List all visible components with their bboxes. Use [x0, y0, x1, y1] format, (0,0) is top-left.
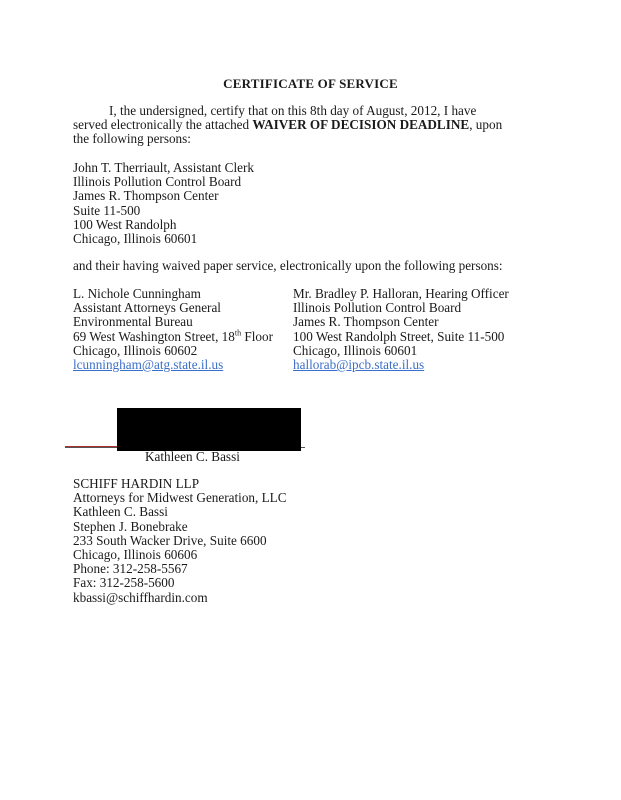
signature-stroke: [65, 446, 125, 447]
intro-text-end: , upon the following persons:: [73, 117, 503, 146]
firm-line: Stephen J. Bonebrake: [73, 518, 188, 534]
recipient-email-link[interactable]: hallorab@ipcb.state.il.us: [293, 357, 425, 373]
address-line: Illinois Pollution Control Board: [73, 174, 242, 190]
address-line: John T. Therriault, Assistant Clerk: [73, 160, 254, 175]
ordinal-suffix: th: [234, 328, 242, 338]
street-text: 69 West Washington Street, 18: [73, 328, 235, 344]
waived-service-paragraph: and their having waived paper service, electronically upon the following persons:: [73, 258, 503, 273]
document-name: WAIVER OF DECISION DEADLINE: [252, 117, 470, 132]
document-title: CERTIFICATE OF SERVICE: [223, 76, 398, 91]
recipient-name: Mr. Bradley P. Halloran, Hearing Officer: [293, 286, 509, 301]
firm-line: 233 South Wacker Drive, Suite 6600: [73, 532, 267, 548]
firm-line: Phone: 312-258-5567: [73, 561, 188, 577]
firm-line: Attorneys for Midwest Generation, LLC: [73, 490, 287, 506]
signer-name: Kathleen C. Bassi: [145, 449, 240, 464]
intro-text-start: I, the undersigned, certify that on this 8th day of August, 2012, I have served electronically the attached: [73, 103, 477, 132]
firm-line: Kathleen C. Bassi: [73, 504, 168, 520]
recipient-email-link[interactable]: lcunningham@atg.state.il.us: [73, 357, 224, 373]
address-line: Chicago, Illinois 60601: [73, 231, 198, 247]
address-line: Suite 11-500: [73, 202, 141, 218]
recipient-street: [73, 330, 273, 344]
firm-line: SCHIFF HARDIN LLP: [73, 476, 200, 491]
address-line: 100 West Randolph: [73, 216, 177, 232]
recipient-name: L. Nichole Cunningham: [73, 286, 201, 301]
recipient-title: Assistant Attorneys General: [73, 300, 221, 316]
recipient-city: Chicago, Illinois 60601: [293, 342, 418, 358]
firm-email: kbassi@schiffhardin.com: [73, 589, 208, 605]
firm-line: Chicago, Illinois 60606: [73, 547, 198, 563]
signature-area: [65, 410, 325, 470]
street-floor: Floor: [241, 328, 273, 344]
intro-paragraph: [73, 104, 513, 146]
recipient-bureau: Environmental Bureau: [73, 314, 193, 330]
address-line: James R. Thompson Center: [73, 188, 219, 204]
firm-block: [73, 477, 287, 605]
recipient-org: Illinois Pollution Control Board: [293, 300, 462, 316]
recipient-city: Chicago, Illinois 60602: [73, 342, 198, 358]
firm-line: Fax: 312-258-5600: [73, 575, 175, 591]
primary-recipient-block: [73, 161, 254, 246]
recipient-building: James R. Thompson Center: [293, 314, 439, 330]
recipient-street: 100 West Randolph Street, Suite 11-500: [293, 328, 505, 344]
redaction-box: [117, 408, 301, 451]
recipient-left-block: [73, 287, 273, 372]
recipient-right-block: [293, 287, 509, 372]
